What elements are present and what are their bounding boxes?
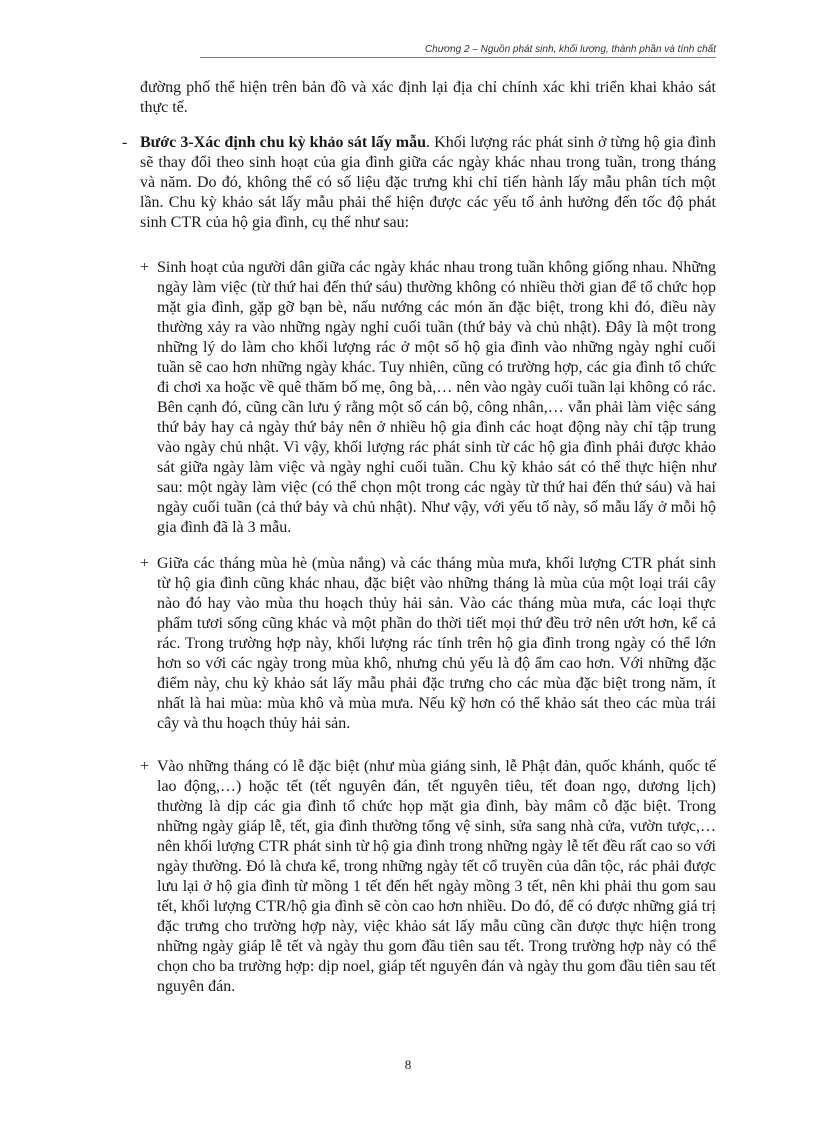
running-header: Chương 2 – Nguồn phát sinh, khối lượng, thành phần và tính chất	[200, 44, 716, 58]
page-number: 8	[404, 1057, 412, 1072]
bullet-marker-1: +	[140, 259, 150, 276]
step3-title: Bước 3-Xác định chu kỳ khảo sát lấy mẫu	[140, 134, 427, 151]
bullet-paragraph-weekly: Sinh hoạt của người dân giữa các ngày khác nhau trong tuần không giống nhau. Những ngày làm việc (từ thứ hai đến thứ sáu) thường không có nhiều thời gian để tổ chức họp mặt gia đình, gặp gỡ bạn bè, nấu nướng các món ăn đặc biệt, trong khi đó, điều này thường xảy ra vào những ngày nghỉ cuối tuần (thứ bảy và chủ nhật). Đây là một trong những lý do làm cho khối lượng rác ở một số hộ gia đình vào những ngày nghỉ cuối tuần sẽ cao hơn những ngày khác. Tuy nhiên, cũng có trường hợp, các gia đình tổ chức đi chơi xa hoặc về quê thăm bố mẹ, ông bà,… nên vào ngày cuối tuần lại không có rác. Bên cạnh đó, cũng cần lưu ý rằng một số cán bộ, công nhân,… vẫn phải làm việc sáng thứ bảy hay cả ngày thứ bảy nên ở nhiều hộ gia đình các hoạt động này chỉ tập trung vào ngày chủ nhật. Vì vậy, khối lượng rác phát sinh từ các hộ gia đình phải được khảo sát giữa ngày làm việc và ngày nghỉ cuối tuần. Chu kỳ khảo sát có thể thực hiện như sau: một ngày làm việc (có thể chọn một trong các ngày từ thứ hai đến thứ sáu) và hai ngày cuối tuần (cả thứ bảy và chủ nhật). Như vậy, với yếu tố này, số mẫu lấy ở mỗi hộ gia đình đã là 3 mẫu.	[157, 259, 716, 536]
step3-text: . Khối lượng rác phát sinh ở từng hộ gia đình sẽ thay đổi theo sinh hoạt của gia đình giữa các ngày khác nhau trong tuần, trong tháng và năm. Do đó, không thể có số liệu đặc trưng khi chỉ tiến hành lấy mẫu phân tích một lần. Chu kỳ khảo sát lấy mẫu phải thể hiện được các yếu tố ảnh hưởng đến tốc độ phát sinh CTR của hộ gia đình, cụ thể như sau:	[140, 134, 716, 231]
intro-paragraph: đường phố thể hiện trên bản đồ và xác định lại địa chỉ chính xác khi triển khai khảo sát thực tế.	[140, 79, 716, 116]
bullet-marker-3: +	[140, 758, 150, 775]
step3-bullet: -	[122, 134, 128, 151]
bullet-paragraph-holidays: Vào những tháng có lễ đặc biệt (như mùa giáng sinh, lễ Phật đản, quốc khánh, quốc tế lao động,…) hoặc tết (tết nguyên đán, tết nguyên tiêu, tết đoan ngọ, dương lịch) thường là dịp các gia đình tổ chức họp mặt gia đình, bày mâm cỗ đặc biệt. Trong những ngày giáp lễ, tết, gia đình thường tổng vệ sinh, sửa sang nhà cửa, vườn tược,… nên khối lượng CTR phát sinh từ hộ gia đình trong những ngày lễ tết đều rất cao so với ngày thường. Đó là chưa kể, trong những ngày tết cổ truyền của dân tộc, rác phải được lưu lại ở hộ gia đình từ mồng 1 tết đến hết ngày mồng 3 tết, nên khi phải thu gom sau tết, khối lượng CTR/hộ gia đình sẽ còn cao hơn nhiều. Do đó, để có được những giá trị đặc trưng cho trường hợp này, việc khảo sát lấy mẫu cũng cần được thực hiện trong những ngày giáp lễ tết và ngày thu gom đầu tiên sau tết. Trong trường hợp này có thể chọn cho ba trường hợp: dịp noel, giáp tết nguyên đán và ngày thu gom đầu tiên sau tết nguyên đán.	[157, 758, 716, 995]
bullet-marker-2: +	[140, 555, 150, 572]
bullet-paragraph-seasonal: Giữa các tháng mùa hè (mùa nắng) và các tháng mùa mưa, khối lượng CTR phát sinh từ hộ gia đình cũng khác nhau, đặc biệt vào những tháng là mùa của một loại trái cây nào đó hay vào mùa thu hoạch thủy hải sản. Vào các tháng mùa mưa, các loại thực phẩm tươi sống cũng khác và một phần do thời tiết mọi thứ đều trở nên ướt hơn, kể cả rác. Trong trường hợp này, khối lượng rác tính trên hộ gia đình trong ngày có thể lớn hơn so với các ngày trong mùa khô, nhưng chủ yếu là độ ẩm cao hơn. Với những đặc điểm này, chu kỳ khảo sát lấy mẫu phải đặc trưng cho các mùa đặc biệt trong năm, ít nhất là hai mùa: mùa khô và mùa mưa. Nếu kỹ hơn có thể khảo sát theo các mùa trái cây và thu hoạch thủy hải sản.	[157, 555, 716, 732]
step3-paragraph	[140, 133, 716, 233]
